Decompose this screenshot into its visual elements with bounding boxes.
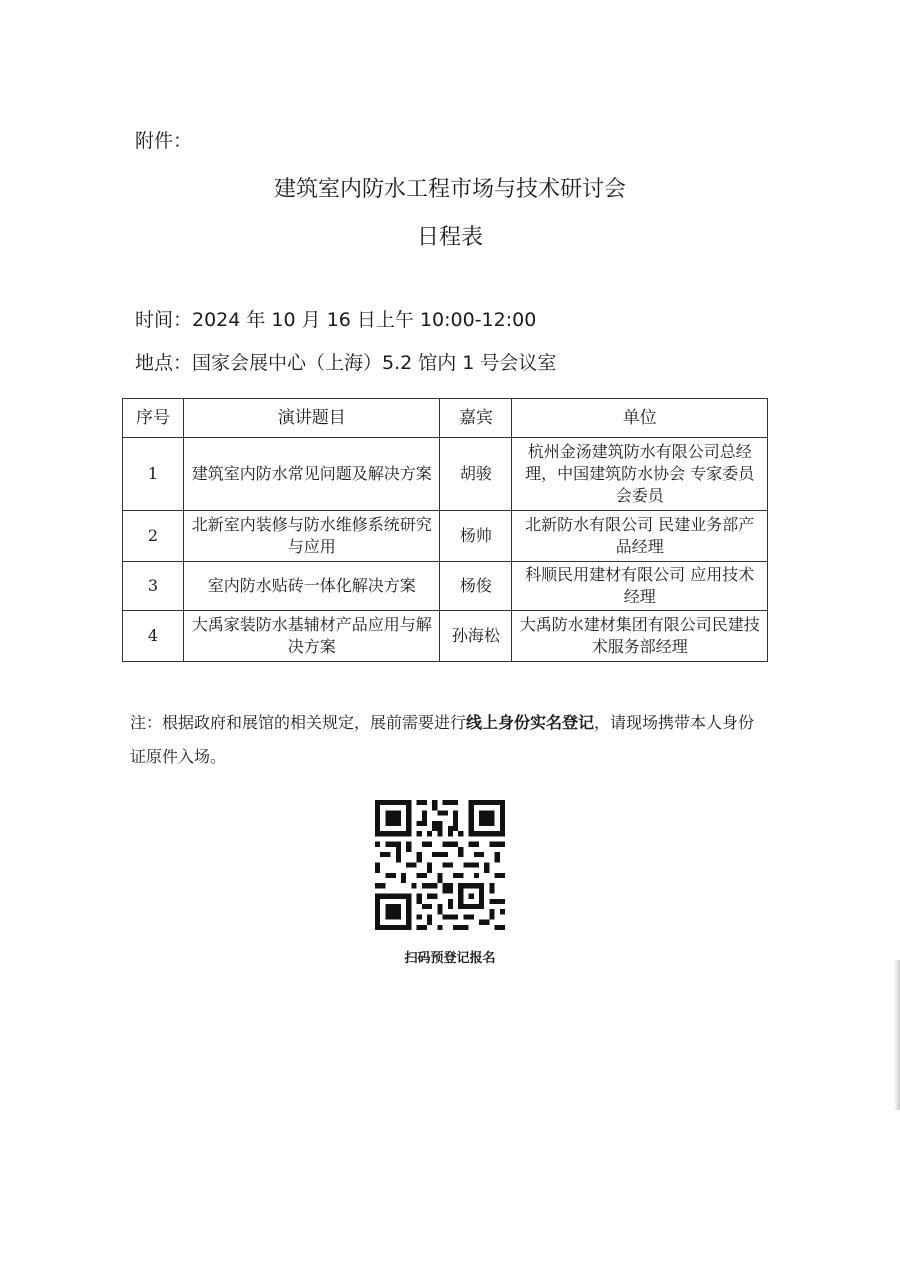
scan-shadow [894,960,900,1110]
cell-no: 4 [123,611,184,662]
cell-no: 3 [123,562,184,611]
document-subtitle: 日程表 [416,225,483,250]
cell-unit: 北新防水有限公司 民建业务部产品经理 [512,511,768,562]
schedule-table [122,398,768,662]
header-no: 序号 [123,399,184,438]
table-header-row [123,399,768,438]
cell-topic: 建筑室内防水常见问题及解决方案 [183,438,440,511]
table-row [123,562,768,611]
registration-note [130,706,770,774]
table-row [123,611,768,662]
table-row [123,511,768,562]
cell-topic: 大禹家装防水基辅材产品应用与解决方案 [183,611,440,662]
table-row [123,438,768,511]
cell-no: 1 [123,438,184,511]
document-title: 建筑室内防水工程市场与技术研讨会 [273,177,626,202]
header-topic: 演讲题目 [183,399,440,438]
event-place: 地点：国家会展中心（上海）5.2 馆内 1 号会议室 [135,352,557,374]
cell-unit: 杭州金汤建筑防水有限公司总经理，中国建筑防水协会 专家委员会委员 [512,438,768,511]
cell-guest: 杨俊 [440,562,512,611]
cell-topic: 北新室内装修与防水维修系统研究与应用 [183,511,440,562]
cell-topic: 室内防水贴砖一体化解决方案 [183,562,440,611]
header-guest: 嘉宾 [440,399,512,438]
cell-unit: 大禹防水建材集团有限公司民建技术服务部经理 [512,611,768,662]
qr-code-icon[interactable] [375,800,505,930]
qr-caption: 扫码预登记报名 [404,951,496,966]
cell-guest: 胡骏 [440,438,512,511]
note-prefix: 注：根据政府和展馆的相关规定，展前需要进行 [130,713,467,732]
cell-guest: 孙海松 [440,611,512,662]
header-unit: 单位 [512,399,768,438]
cell-unit: 科顺民用建材有限公司 应用技术经理 [512,562,768,611]
attachment-label: 附件： [135,130,193,152]
note-emphasis: 线上身份实名登记 [466,713,595,732]
note-suffix: ，请现场携带本人身份证原件入场。 [130,713,755,766]
event-time: 时间：2024 年 10 月 16 日上午 10:00-12:00 [135,309,537,331]
cell-guest: 杨帅 [440,511,512,562]
cell-no: 2 [123,511,184,562]
